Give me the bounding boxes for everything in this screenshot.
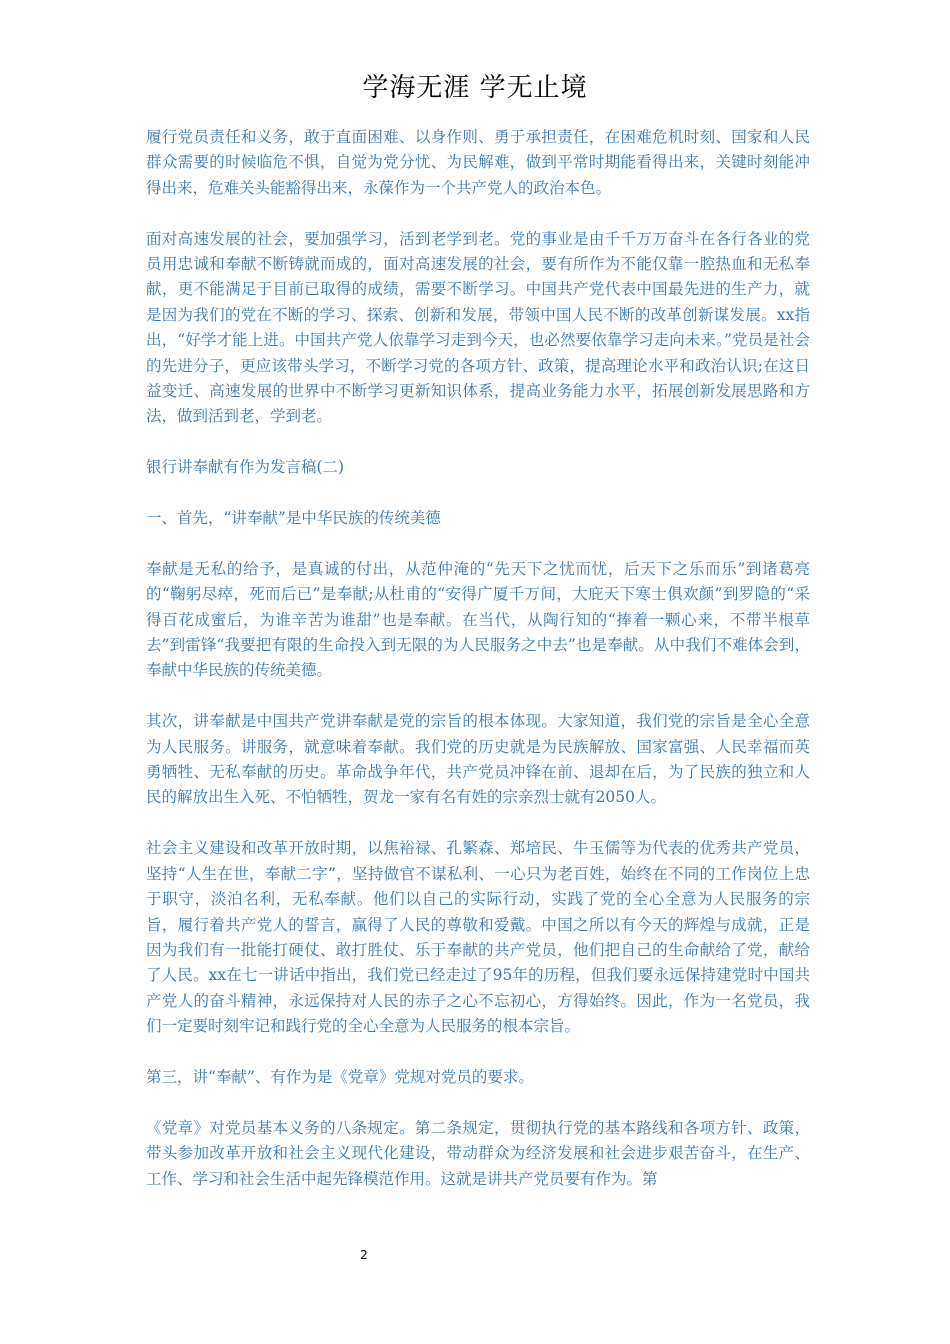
document-body — [146, 125, 810, 1217]
page-number: 2 — [360, 1248, 368, 1262]
paragraph: 面对高速发展的社会，要加强学习，活到老学到老。党的事业是由千千万万奋斗在各行各业的党员用忠诚和奉献不断铸就而成的，面对高速发展的社会，要有所作为不能仅靠一腔热血和无私奉献，更不能满足于目前已取得的成绩，需要不断学习。中国共产党代表中国最先进的生产力，就是因为我们的党在不断的学习、探索、创新和发展，带领中国人民不断的改革创新谋发展。xx指出，“好学才能上进。中国共产党人依靠学习走到今天，也必然要依靠学习走向未来。”党员是社会的先进分子，更应该带头学习，不断学习党的各项方针、政策，提高理论水平和政治认识;在这日益变迁、高速发展的世界中不断学习更新知识体系，提高业务能力水平，拓展创新发展思路和方法，做到活到老，学到老。 — [146, 229, 810, 426]
section-title: 银行讲奉献有作为发言稿(二) — [146, 458, 345, 477]
paragraph: 奉献是无私的给予，是真诚的付出，从范仲淹的“先天下之忧而忧，后天下之乐而乐”到诸葛亮的“鞠躬尽瘁，死而后已”是奉献;从杜甫的“安得广厦千万间，大庇天下寒士俱欢颜”到罗隐的“采得百花成蜜后，为谁辛苦为谁甜”也是奉献。在当代，从陶行知的“捧着一颗心来，不带半根草去”到雷锋“我要把有限的生命投入到无限的为人民服务之中去”也是奉献。从中我们不难体会到，奉献中华民族的传统美德。 — [146, 559, 810, 680]
section-heading: 一、首先，“讲奉献”是中华民族的传统美德 — [146, 509, 441, 528]
paragraph: 《党章》对党员基本义务的八条规定。第二条规定，贯彻执行党的基本路线和各项方针、政策，带头参加改革开放和社会主义现代化建设，带动群众为经济发展和社会进步艰苦奋斗，在生产、工作、学习和社会生活中起先锋模范作用。这就是讲共产党员要有作为。第 — [146, 1118, 810, 1188]
section-heading: 第三，讲“奉献”、有作为是《党章》党规对党员的要求。 — [146, 1067, 534, 1086]
paragraph: 社会主义建设和改革开放时期，以焦裕禄、孔繁森、郑培民、牛玉儒等为代表的优秀共产党员，坚持“人生在世，奉献二字”，坚持做官不谋私利、一心只为老百姓，始终在不同的工作岗位上忠于职守，淡泊名利，无私奉献。他们以自己的实际行动，实践了党的全心全意为人民服务的宗旨，履行着共产党人的誓言，赢得了人民的尊敬和爱戴。中国之所以有今天的辉煌与成就，正是因为我们有一批能打硬仗、敢打胜仗、乐于奉献的共产党员，他们把自己的生命献给了党，献给了人民。xx在七一讲话中指出，我们党已经走过了95年的历程，但我们要永远保持建党时中国共产党人的奋斗精神，永远保持对人民的赤子之心不忘初心，方得始终。因此，作为一名党员，我们一定要时刻牢记和践行党的全心全意为人民服务的根本宗旨。 — [146, 839, 810, 1036]
paragraph: 其次，讲奉献是中国共产党讲奉献是党的宗旨的根本体现。大家知道，我们党的宗旨是全心全意为人民服务。讲服务，就意味着奉献。我们党的历史就是为民族解放、国家富强、人民幸福而英勇牺牲、无私奉献的历史。革命战争年代，共产党员冲锋在前、退却在后，为了民族的独立和人民的解放出生入死、不怕牺牲，贺龙一家有名有姓的宗亲烈士就有2050人。 — [146, 712, 810, 807]
page-header-title: 学海无涯 学无止境 — [362, 73, 588, 103]
paragraph: 履行党员责任和义务，敢于直面困难、以身作则、勇于承担责任，在困难危机时刻、国家和人民群众需要的时候临危不惧，自觉为党分忧、为民解难，做到平常时期能看得出来，关键时刻能冲得出来，危难关头能豁得出来，永葆作为一个共产党人的政治本色。 — [146, 128, 810, 197]
